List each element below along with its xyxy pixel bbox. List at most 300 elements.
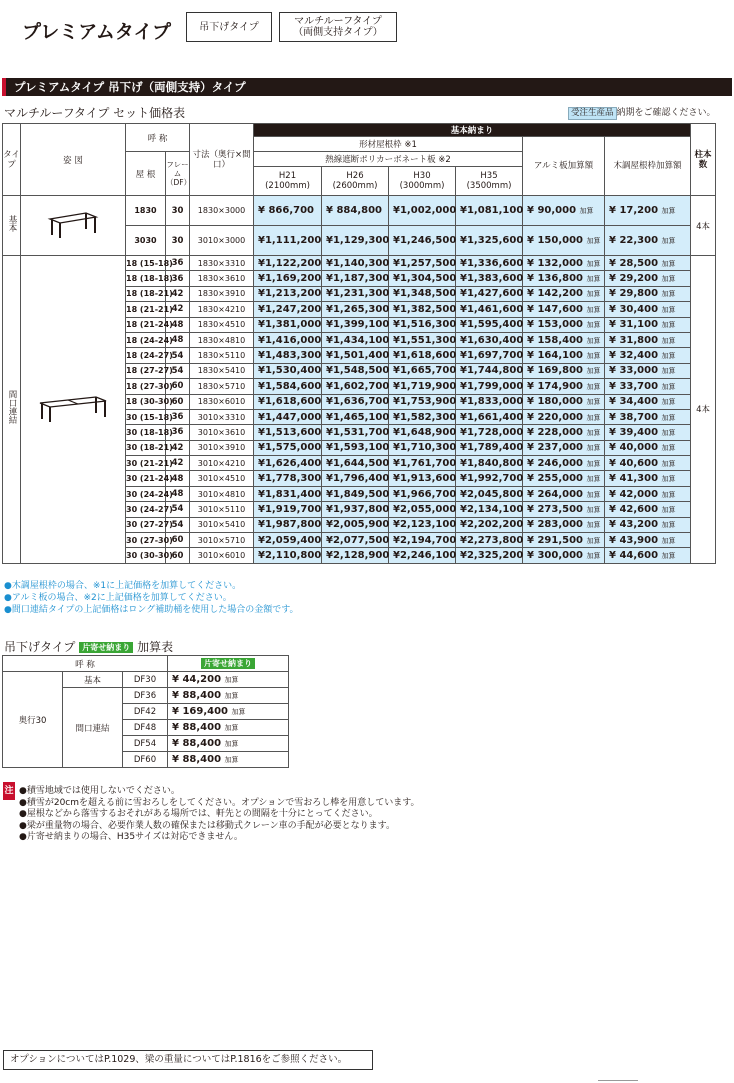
dim-cell: 1830×3610 [190,271,254,286]
basic-cell: 基本 [63,672,123,688]
price-h21 [254,425,322,440]
code-cell: DF36 [123,688,168,704]
price-h21-value: ¥2,059,400 [258,534,322,546]
roof-cell: 30 (30-30) [126,548,166,563]
price-h35-value: ¥1,461,600 [460,303,524,315]
dim-cell: 3010×4510 [190,471,254,486]
add-suffix: 加算 [661,259,676,268]
add-suffix: 加算 [586,290,601,299]
frame-cell: 54 [166,348,190,363]
price-h30 [389,348,456,363]
price-alu-value: ¥ 153,000 [527,319,584,331]
price-h35 [456,548,523,563]
caution-mark: 注 [3,782,15,800]
price-h30 [389,302,456,317]
dim-cell: 3010×6010 [190,548,254,563]
price-wood [605,517,691,532]
dim-cell: 1830×5110 [190,348,254,363]
price-h21 [254,271,322,286]
price-h26 [322,471,389,486]
price-h30-value: ¥1,516,300 [393,319,457,331]
price-alu [523,363,605,378]
price-h35-value: ¥1,728,000 [460,426,524,438]
roof-cell: 1830 [126,196,166,226]
price-h26 [322,348,389,363]
addon-price: ¥ 88,400 [172,722,222,733]
price-wood-value: ¥ 40,000 [609,442,659,454]
frame-cell: 42 [166,456,190,471]
price-alu-value: ¥ 164,100 [527,350,584,362]
footer-note: オプションについてはP.1029、梁の重量についてはP.1816をご参照ください。 [3,1050,373,1070]
add-suffix: 加算 [586,305,601,314]
price-alu-value: ¥ 136,800 [527,273,584,285]
dim-cell: 3010×3310 [190,409,254,424]
price-alu [523,502,605,517]
add-suffix: 加算 [224,724,239,732]
hdr-h30 [389,167,456,196]
price-h30 [389,394,456,409]
price-h35-value: ¥1,789,400 [460,442,524,454]
add-suffix: 加算 [661,459,676,468]
addon-hdr-badge [168,656,289,672]
price-wood [605,409,691,424]
code-cell: DF42 [123,704,168,720]
price-h21 [254,440,322,455]
price-h21 [254,196,322,226]
frame-cell: 42 [166,440,190,455]
hdr-roof: 屋 根 [126,152,166,196]
price-h21 [254,302,322,317]
caution-line: ●梁が重量物の場合、必要作業人数の確保または移動式クレーン車の手配が必要となります。 [19,820,395,831]
price-wood [605,486,691,501]
price-alu [523,517,605,532]
note-line: ●木調屋根枠の場合、※1に上記価格を加算してください。 [4,581,242,591]
roof-cell: 30 (24-27) [126,502,166,517]
add-suffix: 加算 [224,756,239,764]
price-h26-value: ¥1,231,300 [326,288,390,300]
price-h26 [322,302,389,317]
price-alu-value: ¥ 228,000 [527,426,584,438]
price-h30-value: ¥1,966,700 [393,488,457,500]
page-title: プレミアムタイプ [22,21,171,43]
price-h21-value: ¥1,919,700 [258,503,322,515]
add-suffix: 加算 [586,352,601,361]
table-subtitle: マルチルーフタイプ セット価格表 [4,106,186,120]
frame-cell: 48 [166,471,190,486]
add-suffix: 加算 [661,475,676,484]
price-h21-value: ¥1,618,600 [258,396,322,408]
price-h35-value: ¥1,630,400 [460,334,524,346]
price-wood [605,256,691,271]
price-h26-value: ¥1,644,500 [326,457,390,469]
hdr-frame: フレーム（DF） [166,152,190,196]
price-wood-value: ¥ 42,000 [609,488,659,500]
price-wood [605,302,691,317]
price-h30-value: ¥1,246,500 [393,235,457,246]
hdr-h26-label: H26 [346,171,364,181]
price-alu [523,286,605,301]
price-wood-value: ¥ 32,400 [609,350,659,362]
price-h35-value: ¥2,045,800 [460,488,524,500]
dim-cell: 3010×4810 [190,486,254,501]
price-wood [605,286,691,301]
posts-cell: 4本 [691,196,716,256]
frame-cell: 42 [166,286,190,301]
price-h35-value: ¥1,595,400 [460,319,524,331]
price-h21 [254,517,322,532]
hdr-posts: 柱本数 [691,124,716,196]
add-suffix: 加算 [586,367,601,376]
price-alu [523,379,605,394]
price-h35 [456,286,523,301]
price-h35-value: ¥2,325,200 [460,550,524,562]
price-h21-value: ¥1,584,600 [258,380,322,392]
addon-price-cell [168,720,289,736]
hdr-h35-mm: (3500mm) [466,181,512,191]
hdr-h26-mm: (2600mm) [332,181,378,191]
hdr-h21-mm: (2100mm) [265,181,310,191]
price-h26-value: ¥1,796,400 [326,473,390,485]
hdr-basic: 基本納まり [254,124,691,137]
add-suffix: 加算 [586,428,601,437]
price-h26-value: ¥1,187,300 [326,273,390,285]
price-h30 [389,440,456,455]
price-alu [523,256,605,271]
addon-title [4,638,173,655]
price-alu-value: ¥ 150,000 [527,235,584,246]
price-wood [605,471,691,486]
roof-cell: 18 (21-21) [126,302,166,317]
price-h26-value: ¥2,077,500 [326,534,390,546]
price-alu [523,471,605,486]
dim-cell: 1830×3310 [190,256,254,271]
price-wood [605,332,691,347]
price-h35-value: ¥1,697,700 [460,350,524,362]
dim-cell: 1830×4510 [190,317,254,332]
price-h30 [389,271,456,286]
price-h30 [389,548,456,563]
price-h26 [322,409,389,424]
price-h21 [254,226,322,256]
price-h21 [254,363,322,378]
add-suffix: 加算 [661,505,676,514]
price-alu-value: ¥ 147,600 [527,303,584,315]
add-suffix: 加算 [661,207,676,215]
price-h30-value: ¥1,665,700 [393,365,457,377]
price-alu [523,425,605,440]
price-h30 [389,363,456,378]
price-h21-value: ¥1,111,200 [258,235,322,246]
price-wood [605,363,691,378]
price-wood [605,533,691,548]
note-line: ●アルミ板の場合、※2に上記価格を加算してください。 [4,593,232,603]
price-h21 [254,379,322,394]
price-h35-value: ¥1,992,700 [460,473,524,485]
price-h26 [322,456,389,471]
roof-cell: 30 (18-21) [126,440,166,455]
roof-cell: 30 (27-27) [126,517,166,532]
price-h26 [322,332,389,347]
figure-cell [21,256,126,564]
dim-cell: 3010×5410 [190,517,254,532]
addon-title-suffix: 加算表 [137,640,174,654]
price-h35-value: ¥1,325,600 [460,235,524,246]
roof-cell: 18 (27-30) [126,379,166,394]
price-h35 [456,379,523,394]
code-cell: DF30 [123,672,168,688]
caution-line: ●片寄せ納まりの場合、H35サイズは対応できません。 [19,832,243,842]
addon-price: ¥ 88,400 [172,690,222,701]
price-h35-value: ¥1,427,600 [460,288,524,300]
hdr-h30-label: H30 [413,171,431,181]
frame-cell: 36 [166,425,190,440]
price-wood [605,394,691,409]
price-h21-value: ¥1,122,200 [258,257,322,269]
add-suffix: 加算 [586,490,601,499]
addon-price-cell [168,752,289,768]
roof-cell: 30 (15-18) [126,409,166,424]
price-h30 [389,486,456,501]
price-h26 [322,317,389,332]
addon-price-cell [168,672,289,688]
roof-cell: 18 (18-21) [126,286,166,301]
price-h21-value: ¥1,247,200 [258,303,322,315]
tab-hanging[interactable]: 吊下げタイプ [186,12,272,42]
add-suffix: 加算 [661,552,676,561]
price-h35 [456,394,523,409]
price-h26 [322,363,389,378]
price-h30 [389,456,456,471]
add-suffix: 加算 [661,428,676,437]
price-h35-value: ¥1,336,600 [460,257,524,269]
code-cell: DF48 [123,720,168,736]
tab-multiroof-line1: マルチルーフタイプ [294,16,382,27]
dim-cell: 1830×5410 [190,363,254,378]
add-suffix: 加算 [586,336,601,345]
price-h35 [456,425,523,440]
price-h30-value: ¥1,582,300 [393,411,457,423]
price-alu-value: ¥ 142,200 [527,288,584,300]
price-h26-value: ¥1,548,500 [326,365,390,377]
price-alu [523,456,605,471]
add-suffix: 加算 [661,413,676,422]
price-h26-value: ¥1,531,700 [326,426,390,438]
price-alu [523,440,605,455]
price-h26-value: ¥1,602,700 [326,380,390,392]
price-h26-value: ¥1,129,300 [326,235,390,246]
price-h30-value: ¥1,710,300 [393,442,457,454]
price-h26-value: ¥1,849,500 [326,488,390,500]
tab-multiroof[interactable] [279,12,397,42]
price-h30 [389,502,456,517]
addon-hdr-name: 呼 称 [3,656,168,672]
frame-cell: 36 [166,256,190,271]
table-row [3,256,716,271]
add-suffix: 加算 [661,382,676,391]
price-h26 [322,440,389,455]
dim-cell: 1830×4810 [190,332,254,347]
price-h21 [254,486,322,501]
price-wood-value: ¥ 31,800 [609,334,659,346]
roof-cell: 18 (18-18) [126,271,166,286]
price-alu [523,348,605,363]
addon-price: ¥ 88,400 [172,738,222,749]
price-h30-value: ¥2,055,000 [393,503,457,515]
hdr-type: タイプ [3,124,21,196]
price-h21 [254,332,322,347]
price-h30 [389,425,456,440]
price-alu-value: ¥ 283,000 [527,519,584,531]
tab-multiroof-line2: （両側支持タイプ） [293,27,383,38]
structure-figure [48,209,98,239]
price-h30-value: ¥1,257,500 [393,257,457,269]
price-wood [605,271,691,286]
price-wood [605,502,691,517]
frame-cell: 48 [166,317,190,332]
price-h26 [322,425,389,440]
dim-cell: 1830×3000 [190,196,254,226]
roof-cell: 3030 [126,226,166,256]
price-h26-value: ¥1,399,100 [326,319,390,331]
made-to-order-chip: 受注生産品 [568,107,617,120]
price-wood-value: ¥ 40,600 [609,457,659,469]
price-wood [605,440,691,455]
note-line: ●間口連結タイプの上記価格はロング補助桶を使用した場合の金額です。 [4,605,299,615]
add-suffix: 加算 [586,382,601,391]
price-h35 [456,440,523,455]
price-h21-value: ¥1,513,600 [258,426,322,438]
frame-cell: 36 [166,409,190,424]
price-h35-value: ¥1,383,600 [460,273,524,285]
price-h21-value: ¥1,447,000 [258,411,322,423]
link-cell: 間口連結 [63,688,123,768]
price-alu [523,409,605,424]
addon-title-text: 吊下げタイプ [4,640,76,654]
roof-cell: 30 (24-24) [126,486,166,501]
price-h26 [322,486,389,501]
price-h21-value: ¥1,483,300 [258,350,322,362]
price-h26-value: ¥2,128,900 [326,550,390,562]
price-alu-value: ¥ 158,400 [527,334,584,346]
price-alu [523,271,605,286]
add-suffix: 加算 [661,275,676,284]
price-alu-value: ¥ 174,900 [527,380,584,392]
frame-cell: 30 [166,196,190,226]
price-h26 [322,379,389,394]
price-h26 [322,196,389,226]
roof-cell: 18 (24-24) [126,332,166,347]
table-row [3,196,716,226]
price-wood-value: ¥ 31,100 [609,319,659,331]
price-alu-value: ¥ 255,000 [527,473,584,485]
figure-cell [21,196,126,256]
price-h21-value: ¥1,213,200 [258,288,322,300]
price-h21-value: ¥1,381,000 [258,319,322,331]
frame-cell: 48 [166,332,190,347]
add-suffix: 加算 [586,521,601,530]
price-h35 [456,502,523,517]
add-suffix: 加算 [586,259,601,268]
frame-cell: 60 [166,533,190,548]
price-h35-value: ¥2,273,800 [460,534,524,546]
price-h26 [322,533,389,548]
frame-cell: 30 [166,226,190,256]
price-h30 [389,332,456,347]
price-wood-value: ¥ 38,700 [609,411,659,423]
price-h30-value: ¥1,618,600 [393,350,457,362]
hdr-name: 呼 称 [126,124,190,152]
price-h26 [322,226,389,256]
price-wood-value: ¥ 17,200 [609,205,659,216]
type-cell [3,256,21,564]
roof-cell: 30 (21-24) [126,471,166,486]
price-h35 [456,196,523,226]
frame-cell: 60 [166,548,190,563]
price-alu-value: ¥ 273,500 [527,503,584,515]
price-alu [523,226,605,256]
price-h35 [456,226,523,256]
hdr-dimension: 寸法（奥行×間口） [190,124,254,196]
add-suffix: 加算 [661,367,676,376]
price-h26-value: ¥ 884,800 [326,205,383,216]
price-h21 [254,471,322,486]
dim-cell: 3010×5110 [190,502,254,517]
price-wood-value: ¥ 43,200 [609,519,659,531]
add-suffix: 加算 [586,444,601,453]
price-h35-value: ¥1,081,100 [460,205,524,216]
price-h21 [254,348,322,363]
hdr-figure: 姿 図 [21,124,126,196]
price-h26-value: ¥1,465,100 [326,411,390,423]
price-h35 [456,409,523,424]
price-h21-value: ¥1,530,400 [258,365,322,377]
price-h26 [322,286,389,301]
add-suffix: 加算 [579,207,594,215]
caution-line: ●積雪地域では使用しないでください。 [19,786,180,796]
price-h30 [389,409,456,424]
price-alu-value: ¥ 291,500 [527,534,584,546]
add-suffix: 加算 [586,552,601,561]
price-alu [523,196,605,226]
hdr-h26 [322,167,389,196]
price-h35-value: ¥1,744,800 [460,365,524,377]
price-h21-value: ¥ 866,700 [258,205,315,216]
frame-cell: 48 [166,486,190,501]
price-alu-value: ¥ 90,000 [527,205,577,216]
add-suffix: 加算 [224,740,239,748]
price-h35-value: ¥1,840,800 [460,457,524,469]
add-suffix: 加算 [586,398,601,407]
price-alu [523,533,605,548]
depth-cell: 奥行30 [3,672,63,768]
price-h30-value: ¥2,123,100 [393,519,457,531]
price-h35 [456,332,523,347]
add-suffix: 加算 [661,321,676,330]
type-cell [3,196,21,256]
hdr-h35 [456,167,523,196]
price-h35 [456,271,523,286]
price-alu-value: ¥ 169,800 [527,365,584,377]
add-suffix: 加算 [661,352,676,361]
price-h26 [322,394,389,409]
dim-cell: 1830×3910 [190,286,254,301]
price-alu [523,548,605,563]
add-suffix: 加算 [231,708,246,716]
roof-cell: 30 (21-21) [126,456,166,471]
price-h30 [389,226,456,256]
price-alu-value: ¥ 300,000 [527,550,584,562]
add-suffix: 加算 [224,692,239,700]
